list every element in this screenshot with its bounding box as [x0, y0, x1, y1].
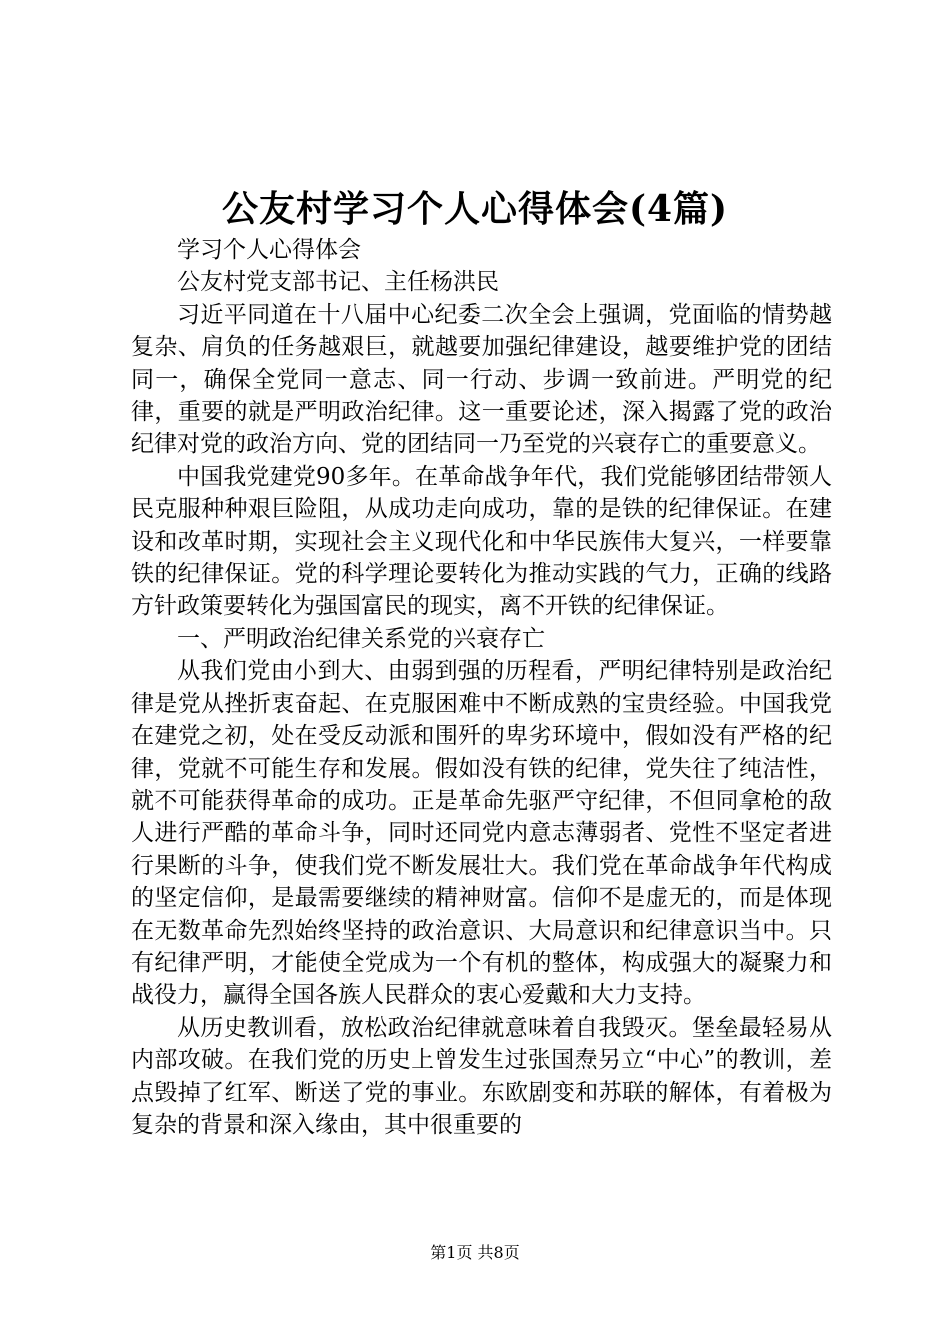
document-body: [131, 234, 832, 1141]
page-footer: 第1页 共8页: [430, 1243, 520, 1262]
body-paragraph: 从历史教训看，放松政治纪律就意味着自我毁灭。堡垒最轻易从内部攻破。在我们党的历史上曾发生过张国焘另立“中心”的教训，差点毁掉了红军、断送了党的事业。东欧剧变和苏联的解体，有着极为复杂的背景和深入缘由，其中很重要的: [131, 1014, 832, 1138]
body-paragraph: 中国我党建党90多年。在革命战争年代，我们党能够团结带领人民克服种种艰巨险阻，从成功走向成功，靠的是铁的纪律保证。在建设和改革时期，实现社会主义现代化和中华民族伟大复兴，一样要靠铁的纪律保证。党的科学理论要转化为推动实践的气力，正确的线路方针政策要转化为强国富民的现实，离不开铁的纪律保证。: [131, 463, 832, 620]
body-paragraph: 习近平同道在十八届中心纪委二次全会上强调，党面临的情势越复杂、肩负的任务越艰巨，就越要加强纪律建设，越要维护党的团结同一，确保全党同一意志、同一行动、步调一致前进。严明党的纪律，重要的就是严明政治纪律。这一重要论述，深入揭露了党的政治纪律对党的政治方向、党的团结同一乃至党的兴衰存亡的重要意义。: [131, 301, 832, 458]
section-heading: 一、严明政治纪律关系党的兴衰存亡: [177, 625, 545, 652]
body-paragraph: 从我们党由小到大、由弱到强的历程看，严明纪律特别是政治纪律是党从挫折衷奋起、在克服困难中不断成熟的宝贵经验。中国我党在建党之初，处在受反动派和围歼的卑劣环境中，假如没有严格的纪律，党就不可能生存和发展。假如没有铁的纪律，党失往了纯洁性，就不可能获得革命的成功。正是革命先驱严守纪律，不但同拿枪的敌人进行严酷的革命斗争，同时还同党内意志薄弱者、党性不坚定者进行果断的斗争，使我们党不断发展壮大。我们党在革命战争年代构成的坚定信仰，是最需要继续的精神财富。信仰不是虚无的，而是体现在无数革命先烈始终坚持的政治意识、大局意识和纪律意识当中。只有纪律严明，才能使全党成为一个有机的整体，构成强大的凝聚力和战役力，赢得全国各族人民群众的衷心爱戴和大力支持。: [131, 658, 832, 1009]
document-title: 公友村学习个人心得体会(4篇): [221, 188, 729, 230]
subtitle-paragraph: 学习个人心得体会: [177, 237, 361, 263]
author-paragraph: 公友村党支部书记、主任杨洪民: [177, 269, 499, 296]
